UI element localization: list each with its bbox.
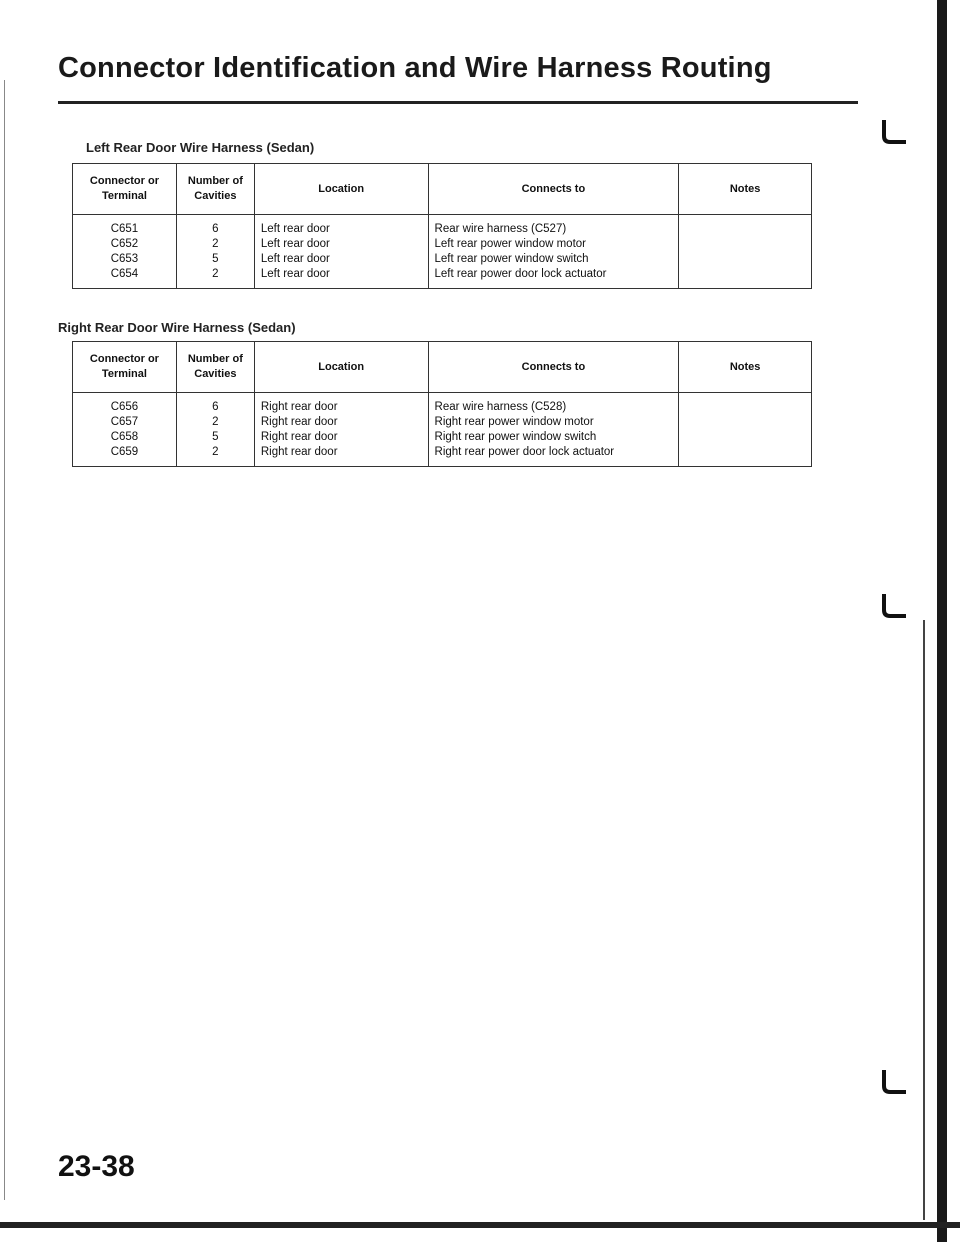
scan-edge-bottom [0, 1222, 960, 1228]
table-row [73, 393, 812, 467]
table-row [73, 215, 812, 289]
header-notes: Notes [679, 164, 812, 215]
location-cell: Right rear door Right rear door Right rear door Right rear door [254, 393, 428, 467]
connector-cell: C656 C657 C658 C659 [73, 393, 177, 467]
connects-to-cell: Rear wire harness (C527) Left rear power window motor Left rear power window switch Left rear power door lock actuator [428, 215, 679, 289]
scan-edge-left [4, 80, 5, 1200]
table-header-row [73, 164, 812, 215]
connects-to-cell: Rear wire harness (C528) Right rear power window motor Right rear power window switch Right rear power door lock actuator [428, 393, 679, 467]
left-table-heading: Left Rear Door Wire Harness (Sedan) [86, 140, 315, 155]
right-harness-table [72, 341, 812, 467]
header-cavities: Number of Cavities [176, 342, 254, 393]
scan-edge-right-thin [923, 620, 925, 1220]
page-number: 23-38 [58, 1150, 135, 1183]
scan-edge-right [937, 0, 947, 1242]
header-connects-to: Connects to [428, 342, 679, 393]
corner-bracket-icon [880, 592, 908, 620]
corner-bracket-icon [880, 1068, 908, 1096]
header-cavities: Number of Cavities [176, 164, 254, 215]
header-location: Location [254, 164, 428, 215]
connector-cell: C651 C652 C653 C654 [73, 215, 177, 289]
header-notes: Notes [679, 342, 812, 393]
right-table-heading: Right Rear Door Wire Harness (Sedan) [58, 320, 296, 335]
location-cell: Left rear door Left rear door Left rear door Left rear door [254, 215, 428, 289]
left-harness-table [72, 163, 812, 289]
header-connector: Connector or Terminal [73, 342, 177, 393]
notes-cell [679, 215, 812, 289]
cavities-cell: 6 2 5 2 [176, 393, 254, 467]
corner-bracket-icon [880, 118, 908, 146]
header-location: Location [254, 342, 428, 393]
header-connects-to: Connects to [428, 164, 679, 215]
notes-cell [679, 393, 812, 467]
table-header-row [73, 342, 812, 393]
cavities-cell: 6 2 5 2 [176, 215, 254, 289]
title-rule [58, 101, 858, 104]
header-connector: Connector or Terminal [73, 164, 177, 215]
page-title: Connector Identification and Wire Harness Routing [58, 52, 772, 84]
